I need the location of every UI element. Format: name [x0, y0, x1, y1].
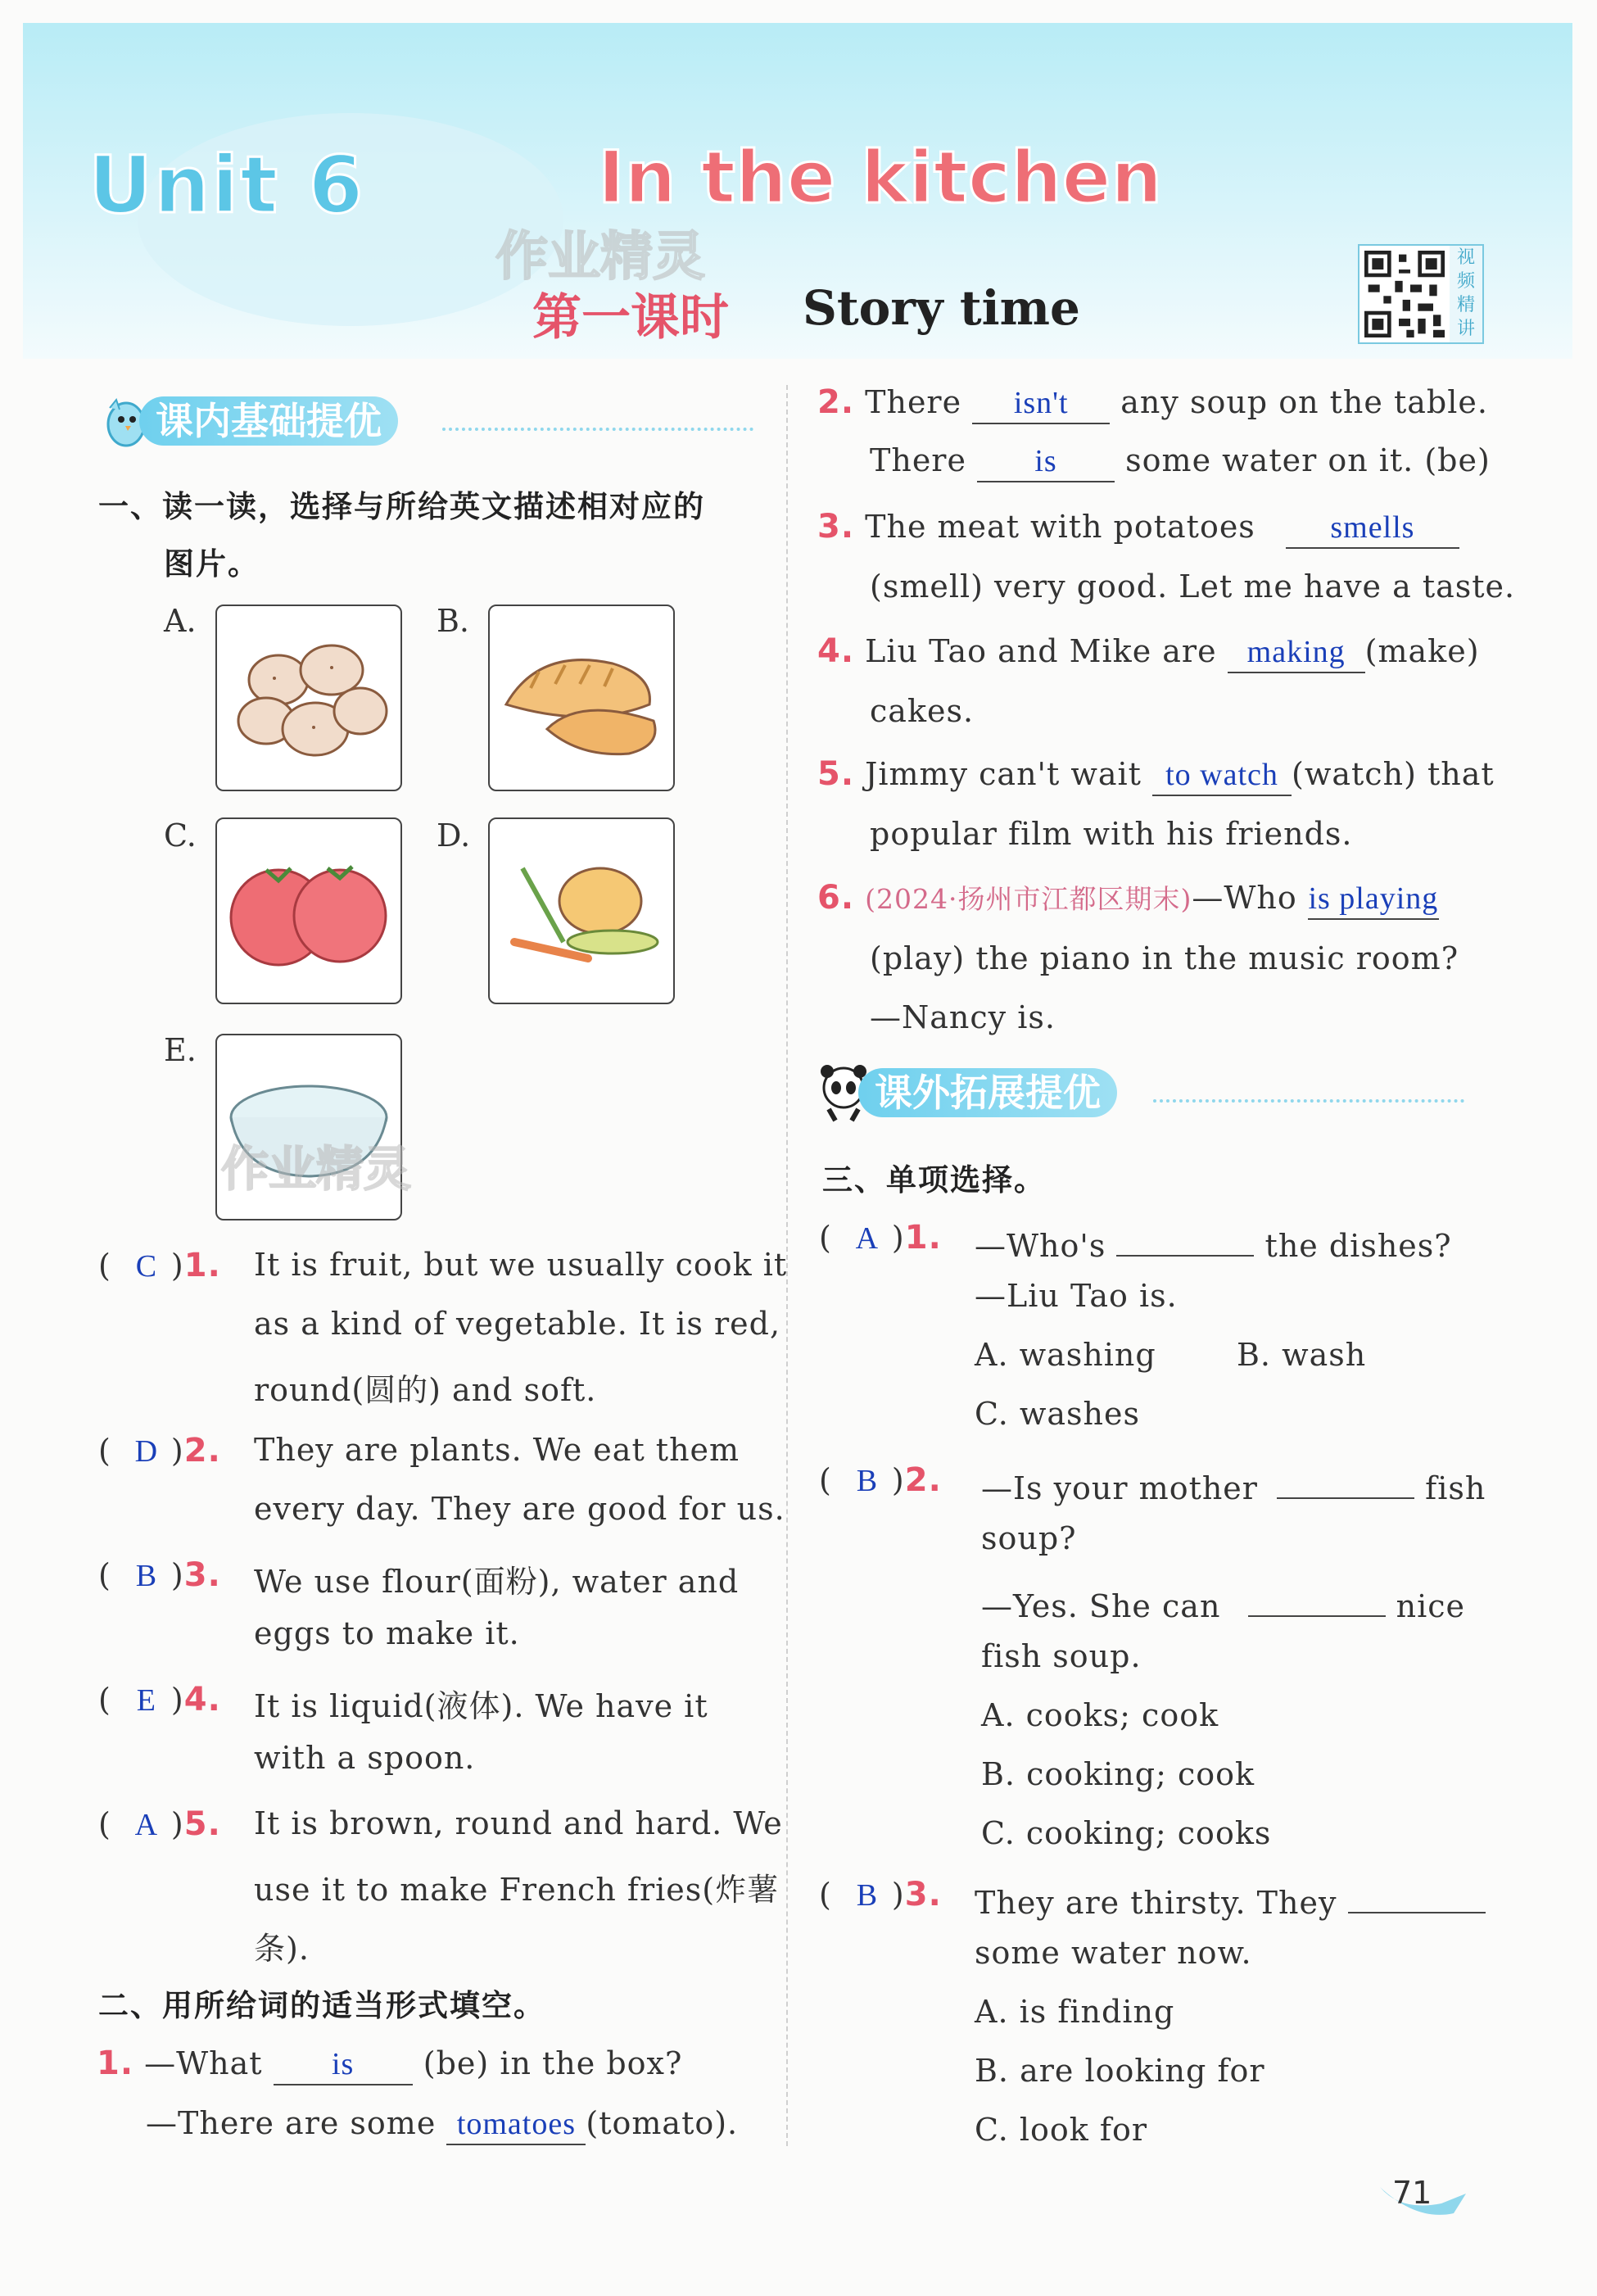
question-number: 3. — [904, 1876, 942, 1913]
question-text: as a kind of vegetable. It is red, — [254, 1306, 781, 1342]
question-number: 1. — [97, 2045, 134, 2082]
answer-blank[interactable]: is — [274, 2048, 413, 2085]
fill-question-4 — [817, 632, 1480, 673]
qr-tag-char: 精 — [1456, 295, 1475, 315]
tomatoes-icon — [217, 819, 400, 1003]
question-text: —Yes. She can — [981, 1588, 1221, 1624]
picture-tomatoes — [215, 817, 402, 1004]
picture-vegetables — [488, 817, 675, 1004]
picture-label-d: D. — [437, 817, 471, 854]
answer-blank[interactable]: smells — [1286, 511, 1459, 549]
option-b[interactable]: B. wash — [1237, 1337, 1367, 1373]
question-number: 3. — [817, 508, 855, 546]
question-text: —Is your mother — [981, 1470, 1258, 1506]
potatoes-icon — [217, 606, 400, 790]
question-text: 条). — [254, 1931, 310, 1967]
qr-video-tag — [1450, 244, 1484, 344]
section-banner-basic — [98, 392, 753, 451]
answer-letter: B — [856, 1464, 879, 1498]
unit-name: In the kitchen — [598, 135, 1162, 220]
answer-blank[interactable]: isn't — [972, 387, 1110, 424]
question-number: 4. — [183, 1681, 221, 1719]
vegetables-icon — [490, 819, 673, 1003]
watermark-logo: 作业精灵 — [495, 227, 705, 288]
question-text: fish — [1425, 1470, 1486, 1506]
fill-question-5 — [817, 755, 1495, 796]
question-number: 5. — [183, 1805, 221, 1843]
option-a[interactable]: A. washing — [975, 1337, 1156, 1373]
question-source: (2024·扬州市江都区期末) — [865, 883, 1192, 915]
qr-code-icon[interactable] — [1358, 244, 1451, 344]
question-text: (watch) that — [1292, 756, 1495, 792]
option-c[interactable]: C. cooking; cooks — [981, 1815, 1272, 1851]
question-text: —Who's — [975, 1228, 1106, 1264]
answer-blank[interactable] — [1277, 1461, 1414, 1499]
question-text: Liu Tao and Mike are — [865, 633, 1217, 669]
question-text: There — [870, 442, 966, 478]
question-text: some water now. — [975, 1935, 1252, 1971]
answer-letter: B — [135, 1559, 158, 1593]
question-text: It is liquid(液体). We have it — [254, 1688, 708, 1724]
question-text: (tomato). — [586, 2105, 739, 2141]
option-c[interactable]: C. look for — [975, 2112, 1148, 2148]
choice-question-1: ( A )1. — [819, 1219, 942, 1257]
question-number: 2. — [183, 1432, 221, 1470]
picture-label-a: A. — [164, 603, 197, 639]
answer-blank[interactable]: making — [1228, 636, 1365, 673]
banner-dotted-line — [442, 428, 753, 431]
fill-question-1-cont — [146, 2105, 738, 2145]
question-text: (be) in the box? — [423, 2045, 683, 2081]
question-text: —Liu Tao is. — [975, 1278, 1178, 1314]
answer-letter: C — [135, 1249, 158, 1284]
question-number: 3. — [183, 1556, 221, 1594]
answer-letter: D — [134, 1434, 159, 1469]
watermark-logo: 作业精灵 — [221, 1141, 412, 1197]
qr-tag-char: 频 — [1456, 271, 1475, 292]
question-text: cakes. — [870, 693, 975, 729]
fill-question-6 — [817, 878, 1439, 920]
question-text: There — [865, 384, 962, 420]
qr-tag-char: 视 — [1456, 247, 1475, 268]
question-text: (smell) very good. Let me have a taste. — [870, 568, 1516, 605]
answer-blank[interactable]: tomatoes — [446, 2108, 586, 2145]
question-text: —Nancy is. — [870, 999, 1056, 1035]
question-row: ( D )2. — [98, 1432, 221, 1470]
question-text: —Who — [1192, 880, 1297, 916]
fill-question-2-cont — [870, 442, 1491, 482]
question-text: any soup on the table. — [1120, 384, 1488, 420]
question-number: 6. — [817, 879, 855, 917]
question-text: round(圆的) and soft. — [254, 1372, 597, 1408]
question-text: popular film with his friends. — [870, 816, 1353, 852]
answer-blank[interactable] — [1248, 1579, 1386, 1617]
answer-letter: A — [134, 1808, 159, 1842]
question-text: the dishes? — [1264, 1228, 1452, 1264]
question-text: every day. They are good for us. — [254, 1491, 785, 1527]
answer-letter: E — [136, 1683, 157, 1718]
question-text: nice — [1396, 1588, 1466, 1624]
question-number: 2. — [817, 383, 855, 421]
answer-blank[interactable] — [1348, 1876, 1486, 1913]
bread-icon — [490, 606, 673, 790]
question-text: use it to make French fries(炸薯 — [254, 1872, 780, 1908]
part1-heading-cont: 图片。 — [164, 546, 260, 582]
section-banner-label: 课外拓展提优 — [858, 1068, 1117, 1117]
answer-letter: B — [856, 1878, 879, 1913]
choice-question-2: ( B )2. — [819, 1461, 942, 1499]
question-text: —There are some — [146, 2105, 437, 2141]
choice-question-3: ( B )3. — [819, 1876, 942, 1913]
question-number: 4. — [817, 632, 855, 670]
question-text: (play) the piano in the music room? — [870, 940, 1459, 976]
page-number: 71 — [1392, 2175, 1432, 2211]
option-a[interactable]: A. is finding — [975, 1994, 1175, 2030]
question-number: 2. — [904, 1461, 942, 1499]
fill-question-1 — [97, 2045, 682, 2085]
option-a[interactable]: A. cooks; cook — [981, 1697, 1219, 1733]
fill-question-3 — [817, 508, 1459, 549]
lesson-title-cn: 第一课时 — [532, 289, 729, 346]
question-text: They are plants. We eat them — [254, 1432, 740, 1468]
question-text: —What — [144, 2045, 263, 2081]
question-text: fish soup. — [981, 1638, 1142, 1674]
lesson-title-en: Story time — [803, 280, 1080, 336]
question-row: ( C )1. — [98, 1247, 221, 1284]
question-row: ( A )5. — [98, 1805, 221, 1843]
question-text: It is fruit, but we usually cook it — [254, 1247, 788, 1283]
choice-stem — [981, 1579, 1465, 1624]
picture-label-b: B. — [437, 603, 470, 639]
banner-dotted-line — [1153, 1099, 1464, 1103]
question-text: with a spoon. — [254, 1740, 476, 1776]
question-number: 5. — [817, 755, 855, 793]
choice-stem — [975, 1876, 1486, 1921]
question-text: We use flour(面粉), water and — [254, 1564, 740, 1600]
question-text: It is brown, round and hard. We — [254, 1805, 783, 1841]
question-text: The meat with potatoes — [865, 509, 1255, 545]
answer-letter: A — [855, 1221, 880, 1256]
question-text: eggs to make it. — [254, 1615, 520, 1651]
question-row: ( B )3. — [98, 1556, 221, 1594]
question-text: soup? — [981, 1520, 1077, 1556]
answer-blank[interactable]: is playing — [1308, 882, 1439, 920]
answer-blank[interactable]: is — [977, 445, 1115, 482]
part2-heading: 二、用所给词的适当形式填空。 — [98, 1988, 545, 2023]
picture-potatoes — [215, 605, 402, 791]
question-number: 1. — [904, 1219, 942, 1257]
question-text: Jimmy can't wait — [865, 756, 1142, 792]
question-text: (make) — [1364, 633, 1480, 669]
section-banner-label: 课内基础提优 — [139, 396, 398, 446]
section-banner-extended — [817, 1063, 1473, 1122]
choice-stem — [975, 1219, 1452, 1264]
picture-label-c: C. — [164, 817, 197, 854]
question-text: some water on it. (be) — [1125, 442, 1491, 478]
unit-title: Unit 6 — [88, 139, 365, 231]
part3-heading: 三、单项选择。 — [822, 1162, 1046, 1198]
part1-heading: 一、读一读，选择与所给英文描述相对应的 — [98, 489, 705, 524]
fill-question-2 — [817, 383, 1488, 424]
option-b[interactable]: B. are looking for — [975, 2053, 1265, 2089]
picture-bread — [488, 605, 675, 791]
choice-stem — [981, 1461, 1486, 1506]
option-b[interactable]: B. cooking; cook — [981, 1756, 1255, 1792]
answer-blank[interactable] — [1116, 1219, 1254, 1257]
picture-label-e: E. — [164, 1032, 197, 1068]
qr-tag-char: 讲 — [1456, 319, 1475, 339]
question-row: ( E )4. — [98, 1681, 221, 1719]
answer-blank[interactable]: to watch — [1152, 759, 1292, 796]
question-number: 1. — [183, 1247, 221, 1284]
question-text: They are thirsty. They — [975, 1885, 1337, 1921]
column-divider — [786, 385, 788, 2146]
option-c[interactable]: C. washes — [975, 1396, 1141, 1432]
